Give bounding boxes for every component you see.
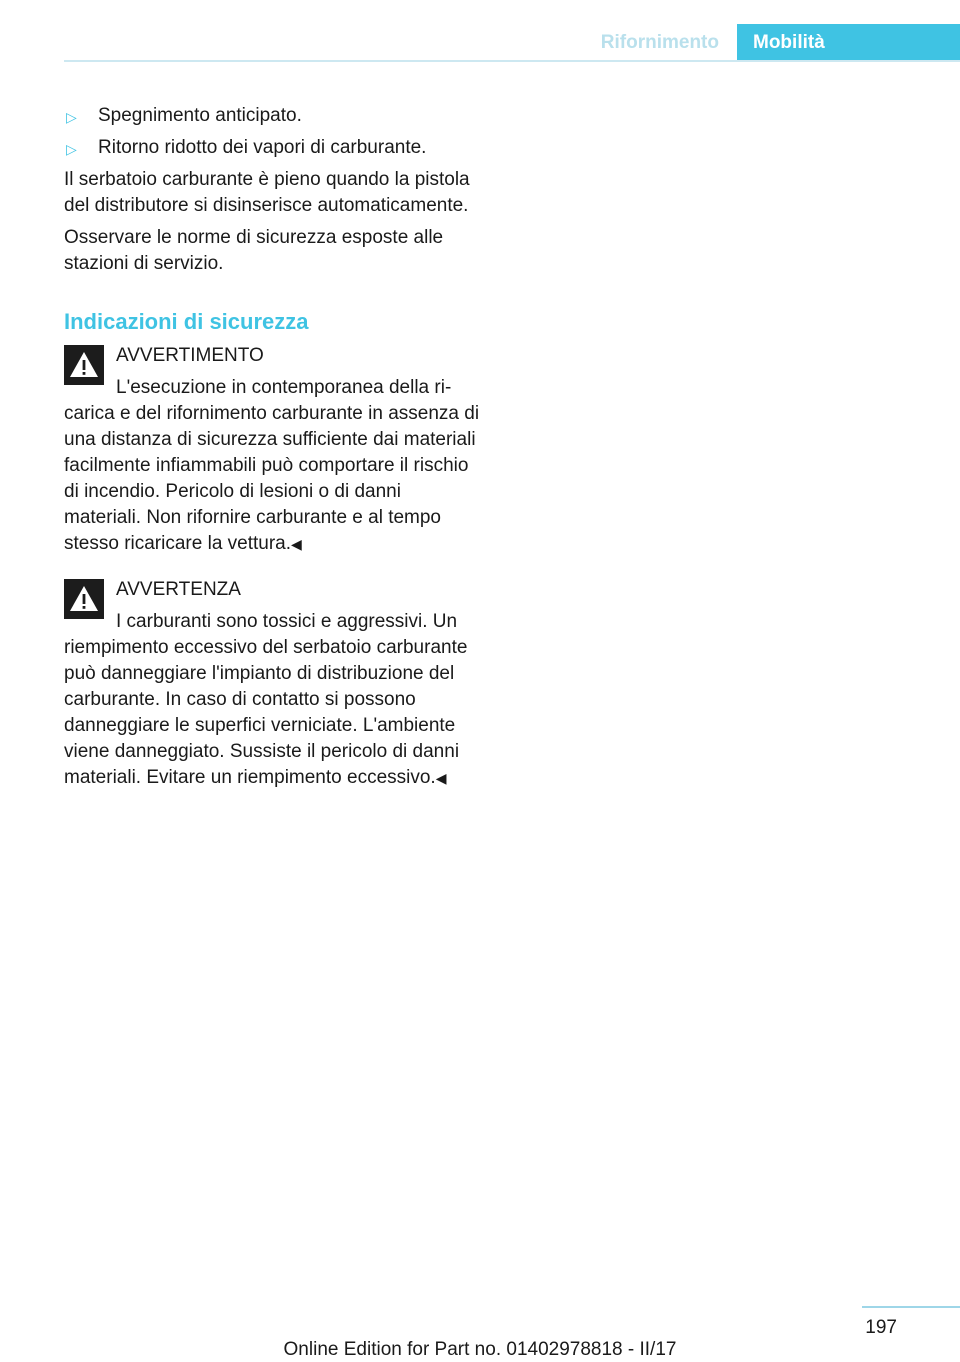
section-heading: Indicazioni di sicurezza <box>64 309 309 334</box>
list-item <box>64 135 482 161</box>
paragraph: Il serbatoio carburante è pieno quando la pistola del distributore si disinserisce automaticamente. <box>64 169 470 216</box>
warning-title: AVVERTENZA <box>116 579 241 600</box>
warning-title: AVVERTIMENTO <box>116 345 264 366</box>
footer-divider <box>862 1306 960 1308</box>
list-item <box>64 103 482 129</box>
edition-note: Online Edition for Part no. 01402978818 - II/17 <box>283 1339 677 1360</box>
header-divider <box>64 60 960 62</box>
bullet-triangle-icon: ▷ <box>66 109 77 125</box>
header-chapter-tab: Mobilità <box>737 24 960 62</box>
header-section-title: Rifornimento <box>600 32 719 53</box>
warning-block <box>64 343 482 557</box>
warning-triangle-icon <box>64 345 104 385</box>
warning-text: L'esecuzione in contemporanea della ricarica e del rifornimento carburante in assenza di una distanza di sicurezza sufficiente dai materiali facilmente infiammabili può comportare il rischio di incendio. Pericolo di lesioni o di danni materiali. Non rifornire carburante e al tempo stesso ricaricare la vettura. <box>64 377 480 554</box>
warning-triangle-icon <box>64 579 104 619</box>
paragraph: Osservare le norme di sicurezza esposte alle stazioni di servizio. <box>64 227 444 274</box>
list-item-text: Ritorno ridotto dei vapori di carburante. <box>98 137 427 158</box>
page-content <box>64 103 482 811</box>
warning-text: I carburanti sono tossici e aggressivi. Un riempimento eccessivo del serbatoio carburante può danneggiare l'impianto di distribuzione del carburante. In caso di contatto si possono danneggiare le superfici verniciate. L'ambiente viene danneggiato. Sussiste il pericolo di danni materiali. Evitare un riempimento eccessivo. <box>64 611 468 788</box>
bullet-triangle-icon: ▷ <box>66 141 77 157</box>
end-mark-icon: ◀ <box>291 536 302 552</box>
warning-block <box>64 577 482 791</box>
page-number: 197 <box>865 1317 897 1338</box>
end-mark-icon: ◀ <box>435 770 447 786</box>
list-item-text: Spegnimento anticipato. <box>98 105 302 126</box>
